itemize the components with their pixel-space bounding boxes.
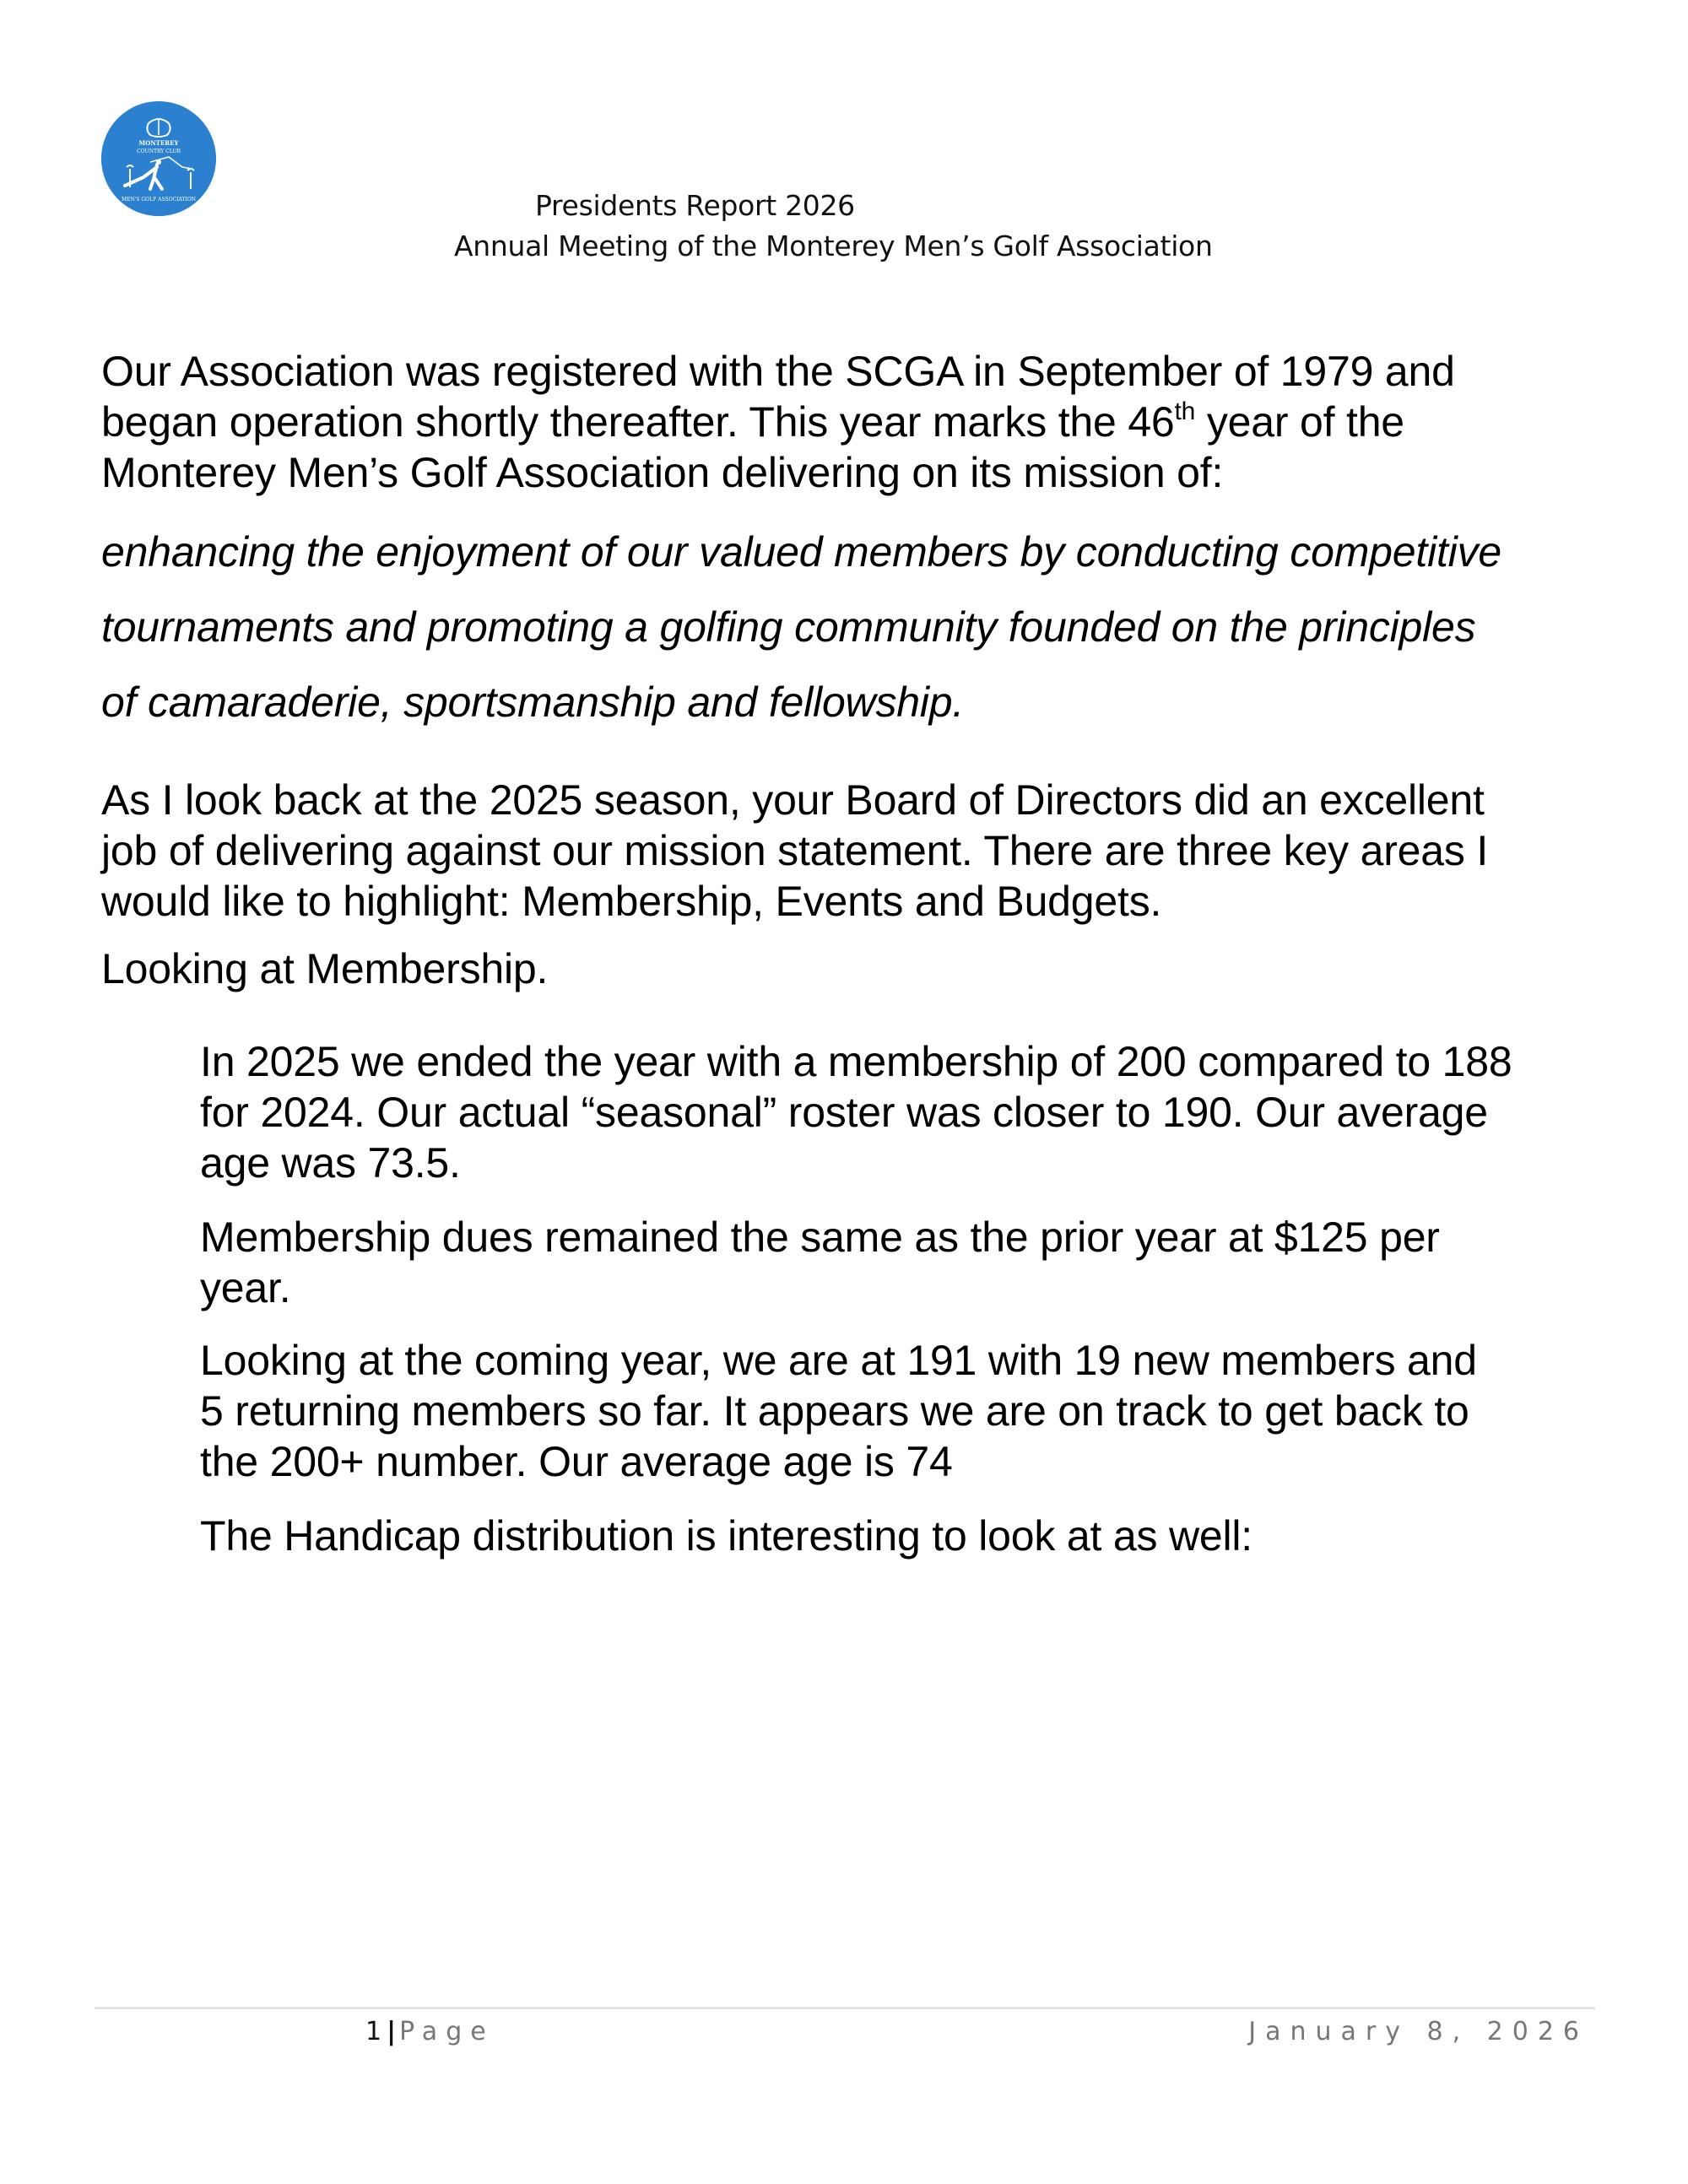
footer-date: January 8, 2026 [1248, 2017, 1588, 2046]
svg-text:MONTEREY: MONTEREY [138, 139, 179, 147]
mission-line: tournaments and promoting a golfing community founded on the principles [101, 603, 1476, 651]
coming-year-line: the 200+ number. Our average age is 74 [200, 1438, 953, 1485]
membership-heading: Looking at Membership. [101, 945, 549, 992]
dues-line: year. [200, 1264, 291, 1311]
membership-count-paragraph [200, 1036, 1512, 1188]
season-review-paragraph [101, 775, 1488, 927]
footer-page-number [365, 2015, 495, 2049]
coming-year-line: Looking at the coming year, we are at 191 with 19 new members and [200, 1337, 1477, 1384]
coming-year-paragraph [200, 1335, 1477, 1487]
intro-line: Monterey Men’s Golf Association delivering on its mission of: [101, 449, 1224, 496]
page-number: 1 [365, 2017, 382, 2046]
report-subtitle: Annual Meeting of the Monterey Men’s Golf Association [454, 230, 1213, 262]
mission-line: enhancing the enjoyment of our valued members by conducting competitive [101, 528, 1501, 576]
mission-statement [101, 515, 1501, 740]
membership-line: for 2024. Our actual “seasonal” roster was closer to 190. Our average [200, 1089, 1488, 1136]
club-logo [101, 101, 216, 216]
report-title: Presidents Report 2026 [535, 189, 855, 222]
svg-text:COUNTRY CLUB: COUNTRY CLUB [137, 149, 181, 154]
membership-dues-paragraph [200, 1212, 1440, 1313]
club-logo-icon [101, 101, 216, 216]
handicap-line: The Handicap distribution is interesting to look at as well: [200, 1512, 1252, 1560]
page-label: Page [399, 2017, 495, 2046]
coming-year-line: 5 returning members so far. It appears we are on track to get back to [200, 1387, 1469, 1435]
review-line: job of delivering against our mission statement. There are three key areas I [101, 827, 1489, 874]
svg-text:MEN'S GOLF ASSOCIATION: MEN'S GOLF ASSOCIATION [121, 197, 197, 203]
membership-line: age was 73.5. [200, 1139, 461, 1187]
review-line: As I look back at the 2025 season, your Board of Directors did an excellent [101, 776, 1485, 824]
intro-line [101, 397, 1455, 447]
mission-line: of camaraderie, sportsmanship and fellowship. [101, 678, 965, 726]
intro-line-tail: year of the [1195, 398, 1404, 446]
membership-line: In 2025 we ended the year with a membership of 200 compared to 188 [200, 1038, 1512, 1085]
intro-line-text: began operation shortly thereafter. This year marks the 46 [101, 398, 1175, 446]
page-separator: | [387, 2017, 397, 2046]
dues-line: Membership dues remained the same as the prior year at $125 per [200, 1214, 1440, 1261]
intro-line: Our Association was registered with the SCGA in September of 1979 and [101, 348, 1455, 395]
review-line: would like to highlight: Membership, Events and Budgets. [101, 878, 1162, 925]
ordinal-suffix: th [1174, 397, 1196, 426]
intro-paragraph [101, 346, 1455, 498]
footer-divider [95, 2007, 1595, 2009]
handicap-intro-paragraph [200, 1511, 1252, 1561]
